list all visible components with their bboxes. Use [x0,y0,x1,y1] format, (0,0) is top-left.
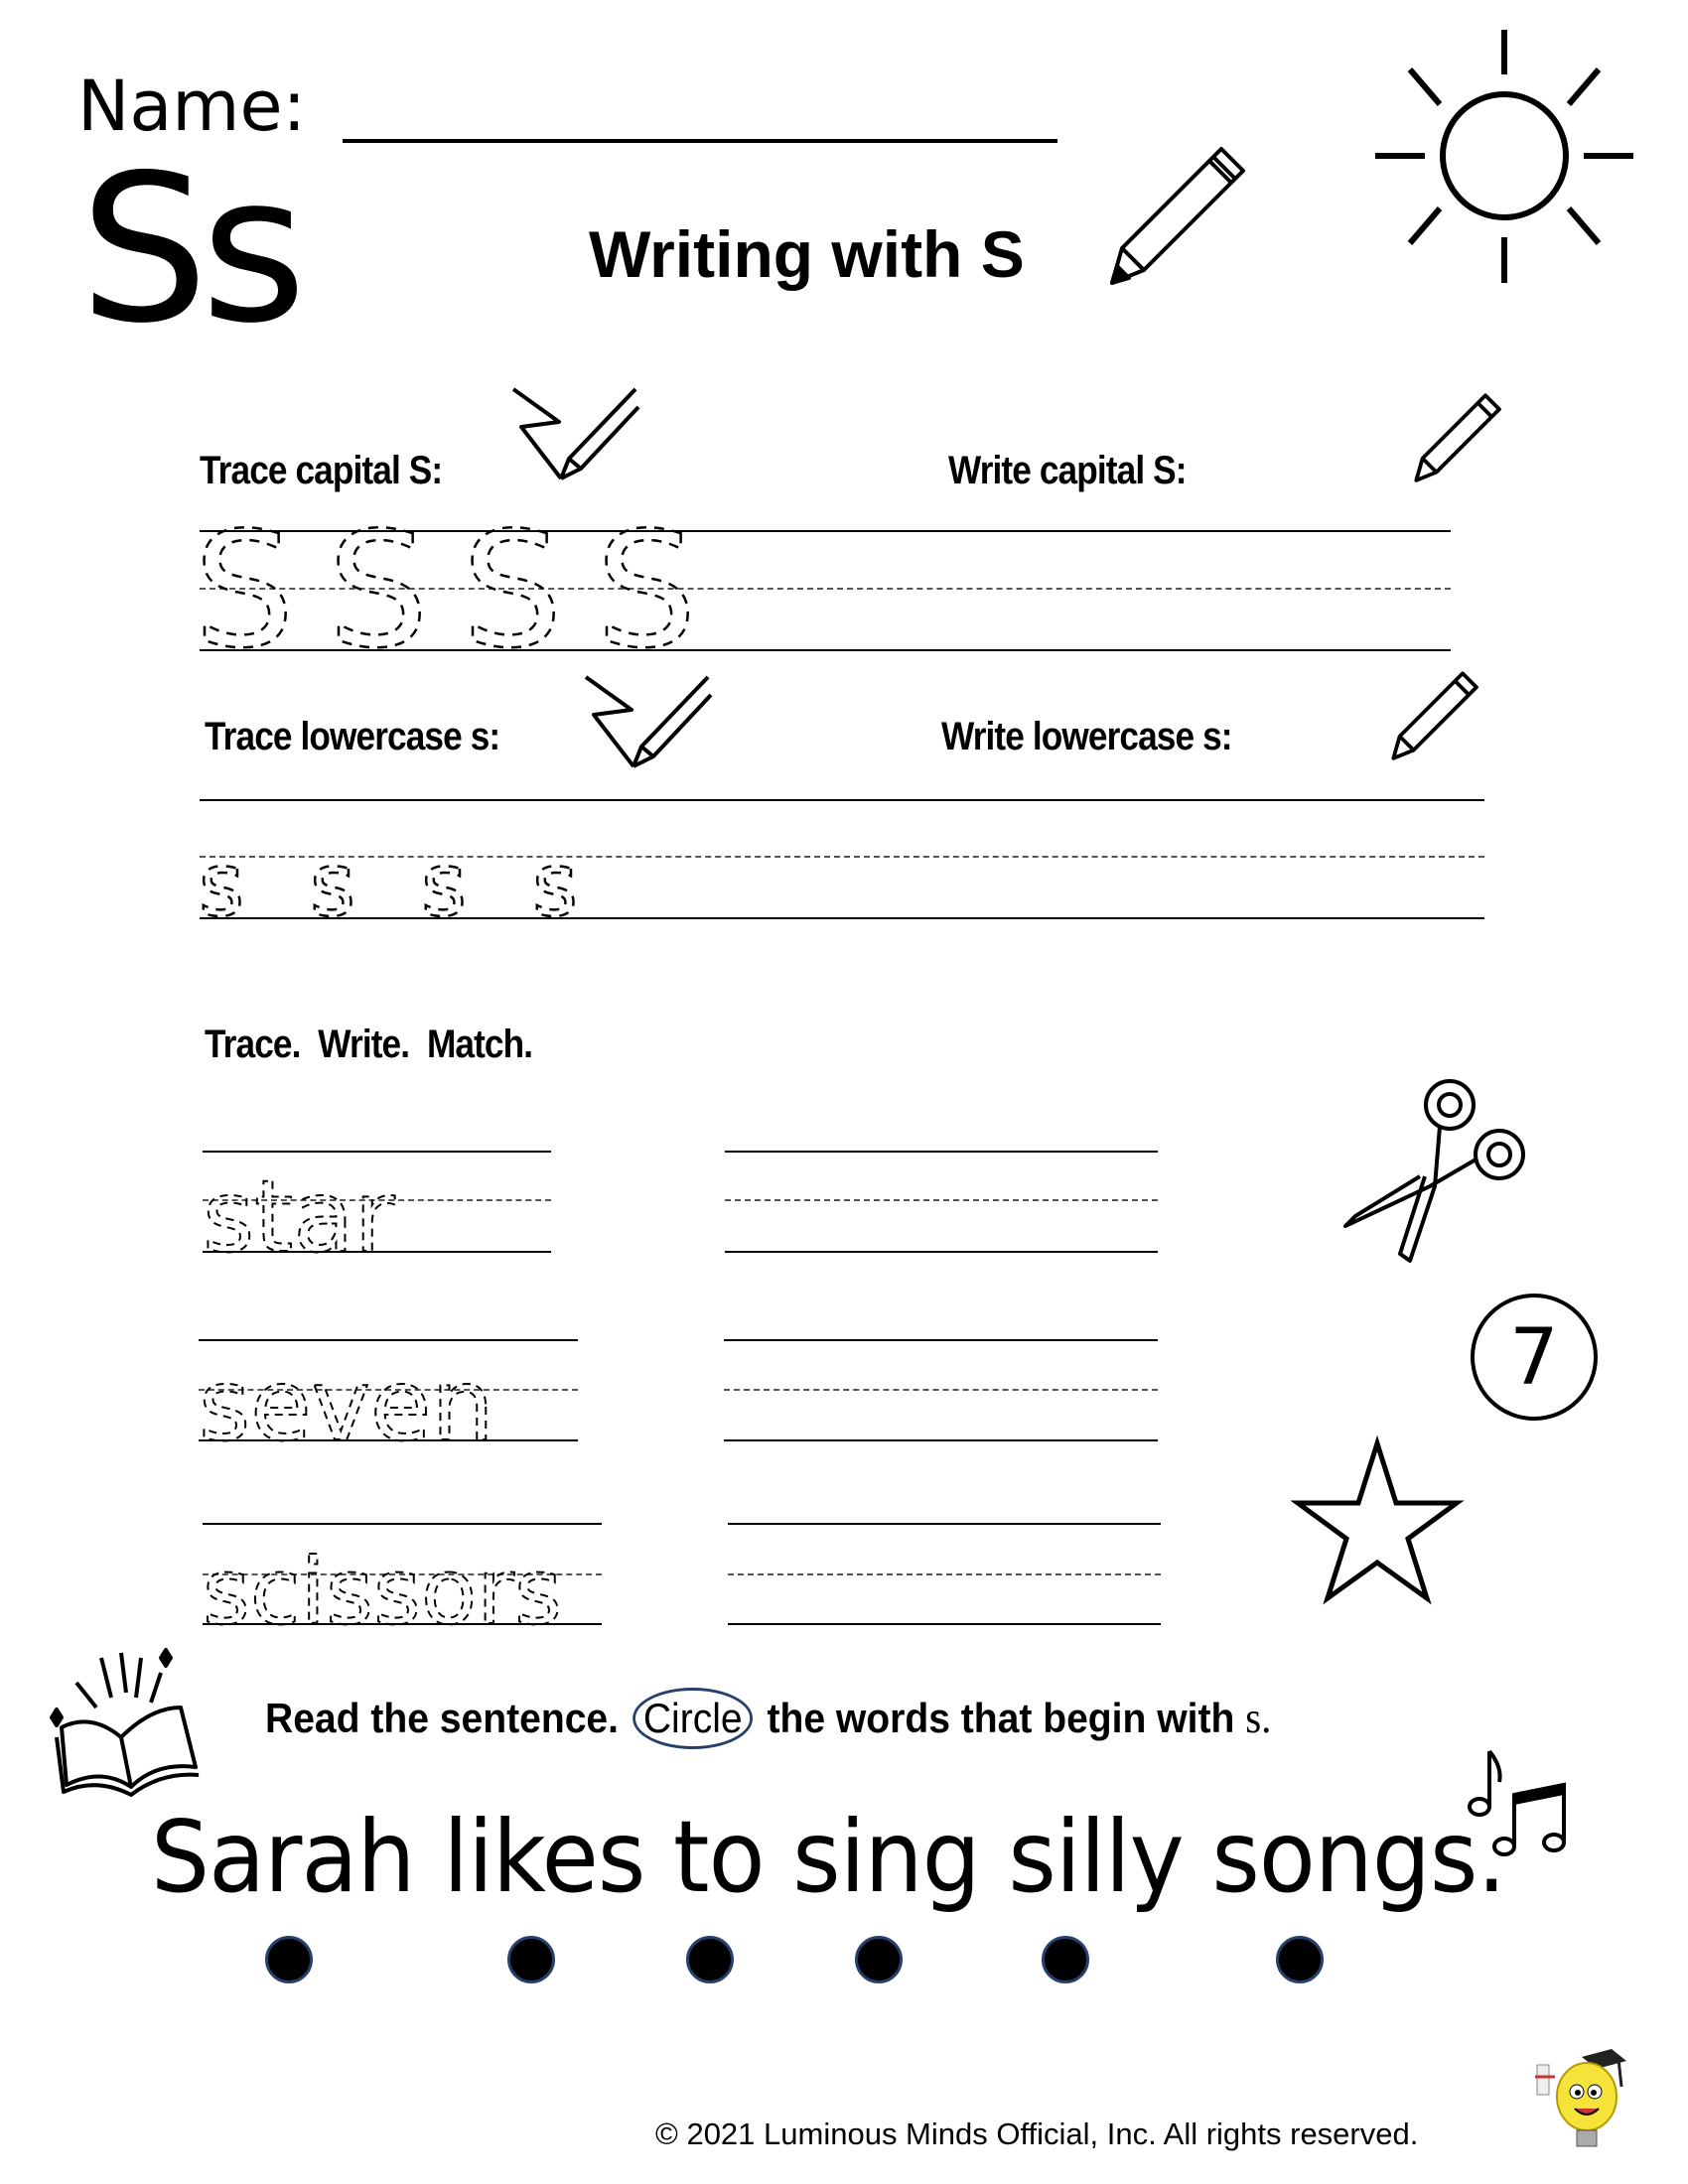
number-seven-text: 7 [1509,1313,1559,1403]
write-mid-line [725,1199,1158,1201]
word-top-line [203,1151,551,1153]
write-lowercase-label: Write lowercase s: [941,715,1232,758]
lowercase-top-line [200,799,1484,801]
word-dot[interactable] [1042,1936,1089,1983]
name-field-line[interactable] [343,139,1057,143]
number-seven-icon[interactable] [1470,1293,1599,1422]
write-capital-label: Write capital S: [948,449,1187,492]
trace-letter[interactable]: S [596,497,697,683]
word-dot[interactable] [686,1936,734,1983]
copyright-text: © 2021 Luminous Minds Official, Inc. All rights reserved. [655,2116,1419,2151]
tracing-pen-icon [511,387,640,486]
word-dot[interactable] [507,1936,555,1983]
circle-word [633,1688,753,1749]
word-top-line [199,1339,578,1341]
word-dot[interactable] [855,1936,903,1983]
reading-sentence: Sarah likes to sing silly songs. [151,1799,1506,1915]
tracing-pen-icon [584,675,713,774]
write-mid-line [728,1573,1161,1575]
lightbulb-mascot-logo [1527,2047,1631,2158]
page-title: Writing with S [589,217,1025,291]
trace-word-star[interactable] [203,1159,550,1275]
lowercase-trace-letters[interactable] [199,834,596,936]
match-section-title: Trace. Write. Match. [205,1023,533,1066]
trace-word-seven[interactable] [199,1347,576,1463]
sentence-instruction [265,1688,1271,1749]
trace-word-text[interactable]: seven [199,1347,494,1463]
pencil-icon [1387,667,1481,761]
trace-capital-label: Trace capital S: [200,449,443,492]
trace-letter[interactable]: s [421,834,467,936]
write-word-line[interactable] [724,1439,1158,1441]
trace-letter[interactable]: S [194,497,295,683]
word-dot[interactable] [265,1936,313,1983]
write-top-line [728,1523,1161,1525]
circle-word-text: Circle [642,1695,743,1741]
write-top-line [725,1151,1158,1153]
trace-word-text[interactable]: scissors [203,1539,562,1645]
sun-icon [1370,25,1638,288]
scissors-icon[interactable] [1340,1077,1529,1266]
write-word-line[interactable] [725,1251,1158,1253]
pencil-icon [1102,139,1251,288]
trace-letter[interactable]: s [199,834,244,936]
trace-letter[interactable]: S [328,497,429,683]
word-dot[interactable] [1276,1936,1324,1983]
name-label: Name: [77,66,307,147]
write-word-line[interactable] [728,1623,1161,1625]
trace-lowercase-label: Trace lowercase s: [205,715,500,758]
instruction-letter: s. [1245,1694,1272,1742]
write-top-line [724,1339,1158,1341]
pencil-icon [1410,389,1504,483]
open-book-icon [42,1638,201,1797]
trace-letter[interactable]: S [462,497,563,683]
trace-letter[interactable]: s [310,834,355,936]
instruction-text: the words that begin with [767,1695,1235,1741]
trace-word-scissors[interactable] [203,1539,600,1645]
trace-word-text[interactable]: star [203,1159,395,1275]
star-icon[interactable] [1296,1439,1460,1603]
capital-trace-letters[interactable] [194,497,710,683]
write-mid-line [724,1389,1158,1391]
word-top-line [203,1523,602,1525]
trace-letter[interactable]: s [532,834,578,936]
big-letters: Ss [79,132,299,368]
instruction-text: Read the sentence. [265,1695,620,1741]
